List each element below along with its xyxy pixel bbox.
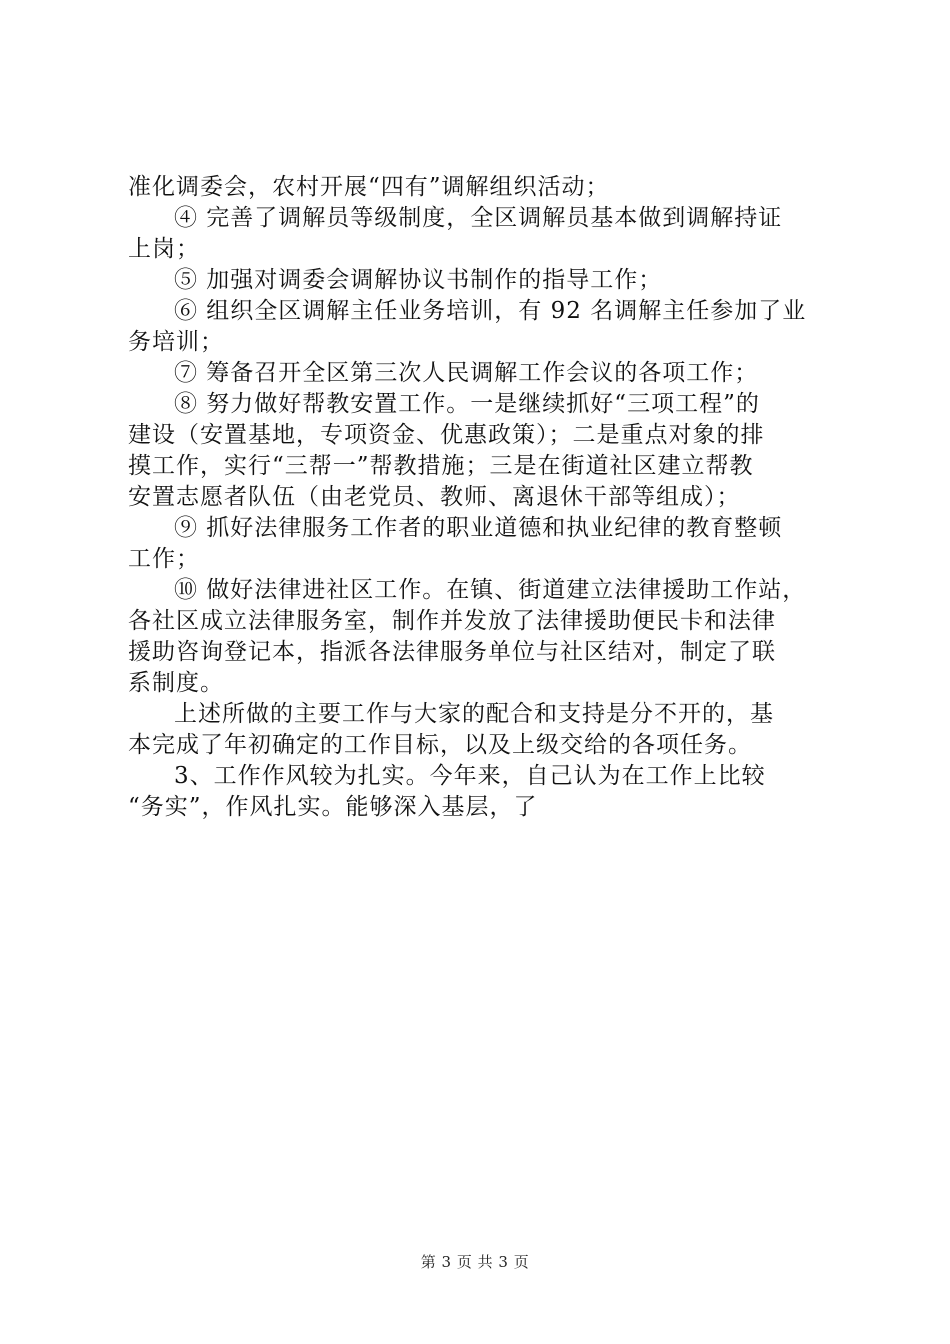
body-line-item-7: ⑦ 筹备召开全区第三次人民调解工作会议的各项工作；	[174, 360, 759, 386]
document-body	[128, 172, 828, 823]
page-number-footer: 第 3 页 共 3 页	[420, 1253, 530, 1271]
body-line-item-10: ⑩ 做好法律进社区工作。在镇、街道建立法律援助工作站，	[174, 577, 807, 603]
body-line-section-3: 3、工作作风较为扎实。今年来，自己认为在工作上比较	[174, 763, 766, 789]
body-line: 建设（安置基地，专项资金、优惠政策）；二是重点对象的排	[128, 422, 765, 448]
body-line: 援助咨询登记本，指派各法律服务单位与社区结对，制定了联	[128, 639, 776, 665]
body-line: 工作；	[128, 546, 200, 572]
body-line: 准化调委会，农村开展“四有”调解组织活动；	[128, 174, 610, 200]
body-line-summary: 上述所做的主要工作与大家的配合和支持是分不开的，基	[174, 701, 774, 727]
body-line-item-6: ⑥ 组织全区调解主任业务培训，有 92 名调解主任参加了业	[174, 298, 807, 324]
body-line: 安置志愿者队伍（由老党员、教师、离退休干部等组成）；	[128, 484, 741, 510]
body-line: “务实”，作风扎实。能够深入基层，了	[128, 794, 538, 820]
body-line: 系制度。	[128, 670, 224, 696]
body-line: 摸工作，实行“三帮一”帮教措施；三是在街道社区建立帮教	[128, 453, 754, 479]
body-line-item-8: ⑧ 努力做好帮教安置工作。一是继续抓好“三项工程”的	[174, 391, 760, 417]
body-line-item-9: ⑨ 抓好法律服务工作者的职业道德和执业纪律的教育整顿	[174, 515, 783, 541]
body-line: 各社区成立法律服务室，制作并发放了法律援助便民卡和法律	[128, 608, 776, 634]
body-line: 务培训；	[128, 329, 224, 355]
body-line: 上岗；	[128, 236, 200, 262]
body-line: 本完成了年初确定的工作目标，以及上级交给的各项任务。	[128, 732, 752, 758]
body-line-item-4: ④ 完善了调解员等级制度，全区调解员基本做到调解持证	[174, 205, 783, 231]
body-line-item-5: ⑤ 加强对调委会调解协议书制作的指导工作；	[174, 267, 663, 293]
